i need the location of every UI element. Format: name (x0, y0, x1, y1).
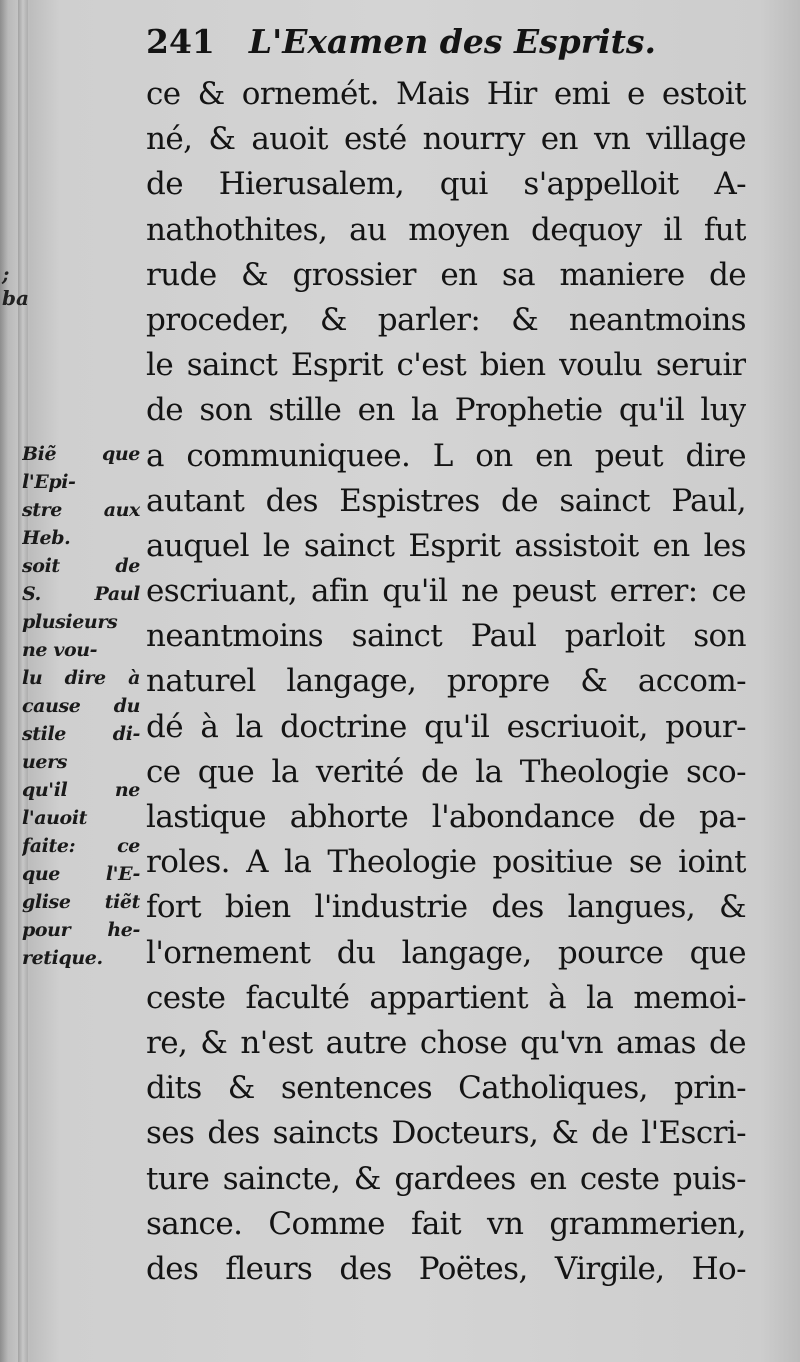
text-line: proceder, & parler: & neantmoins (146, 301, 746, 338)
text-line: roles. A la Theologie positiue se ioint (146, 844, 746, 881)
text-line: autant des Espistres de sainct Paul, (146, 482, 746, 519)
margin-note-line: ne vou- (22, 639, 98, 661)
facing-page-mark: ba (2, 286, 29, 310)
margin-note-line: S. Paul (22, 583, 140, 605)
text-line: a communiquee. L on en peut dire (146, 437, 746, 474)
page-header (146, 22, 746, 61)
text-line: sance. Comme fait vn grammerien, (146, 1205, 746, 1242)
text-line: né, & auoit esté nourry en vn village (146, 121, 746, 158)
text-line: dé à la doctrine qu'il escriuoit, pour- (146, 708, 746, 745)
margin-note-line: l'Epi- (22, 471, 76, 493)
text-line: l'ornement du langage, pource que (146, 934, 746, 971)
margin-note-line: Biẽ que (22, 443, 140, 465)
text-line: ceste faculté appartient à la memoi- (146, 979, 746, 1016)
text-line: escriuant, afin qu'il ne peust errer: ce (146, 573, 746, 610)
margin-note-line: plusieurs (22, 611, 118, 633)
text-line: des fleurs des Poëtes, Virgile, Ho- (146, 1250, 746, 1287)
margin-note-line: stre aux (22, 499, 140, 521)
margin-note-line: Heb. (22, 527, 71, 549)
margin-note-line: qu'il ne (22, 779, 140, 801)
page-number: 241 (146, 22, 215, 61)
text-line: neantmoins sainct Paul parloit son (146, 618, 746, 655)
text-line: ce que la verité de la Theologie sco- (146, 753, 746, 790)
margin-note-line: glise tiẽt (22, 891, 140, 913)
margin-note-line: cause du (22, 695, 140, 717)
margin-note-line: faite: ce (22, 835, 140, 857)
facing-page-mark: ; (2, 262, 10, 286)
text-line: ce & ornemét. Mais Hir emi e estoit (146, 76, 746, 112)
text-line: auquel le sainct Esprit assistoit en les (146, 527, 746, 564)
text-line: de son stille en la Prophetie qu'il luy (146, 392, 746, 429)
margin-note-line: soit de (22, 555, 140, 577)
margin-note-line: uers (22, 751, 68, 773)
text-line: de Hierusalem, qui s'appelloit A- (146, 166, 746, 203)
text-line: fort bien l'industrie des langues, & (146, 889, 746, 926)
running-title: L'Examen des Esprits. (248, 22, 656, 61)
margin-note-line: lu dire à (22, 667, 140, 689)
text-line: ture saincte, & gardees en ceste puis- (146, 1160, 746, 1197)
text-line: ses des saincts Docteurs, & de l'Escri- (146, 1115, 746, 1152)
text-line: naturel langage, propre & accom- (146, 663, 746, 700)
margin-note-line: l'auoit (22, 807, 88, 829)
marginal-note (22, 440, 140, 972)
margin-note-line: pour he- (22, 919, 140, 941)
margin-note-line: que l'E- (22, 863, 140, 885)
text-line: dits & sentences Catholiques, prin- (146, 1070, 746, 1107)
text-line: re, & n'est autre chose qu'vn amas de (146, 1024, 746, 1061)
margin-note-line: stile di- (22, 723, 140, 745)
body-text (146, 72, 746, 1292)
text-line: nathothites, au moyen dequoy il fut (146, 211, 746, 248)
text-line: rude & grossier en sa maniere de (146, 256, 746, 293)
text-line: lastique abhorte l'abondance de pa- (146, 799, 746, 835)
text-line: le sainct Esprit c'est bien voulu seruir (146, 347, 746, 384)
margin-note-line: retique. (22, 947, 103, 969)
